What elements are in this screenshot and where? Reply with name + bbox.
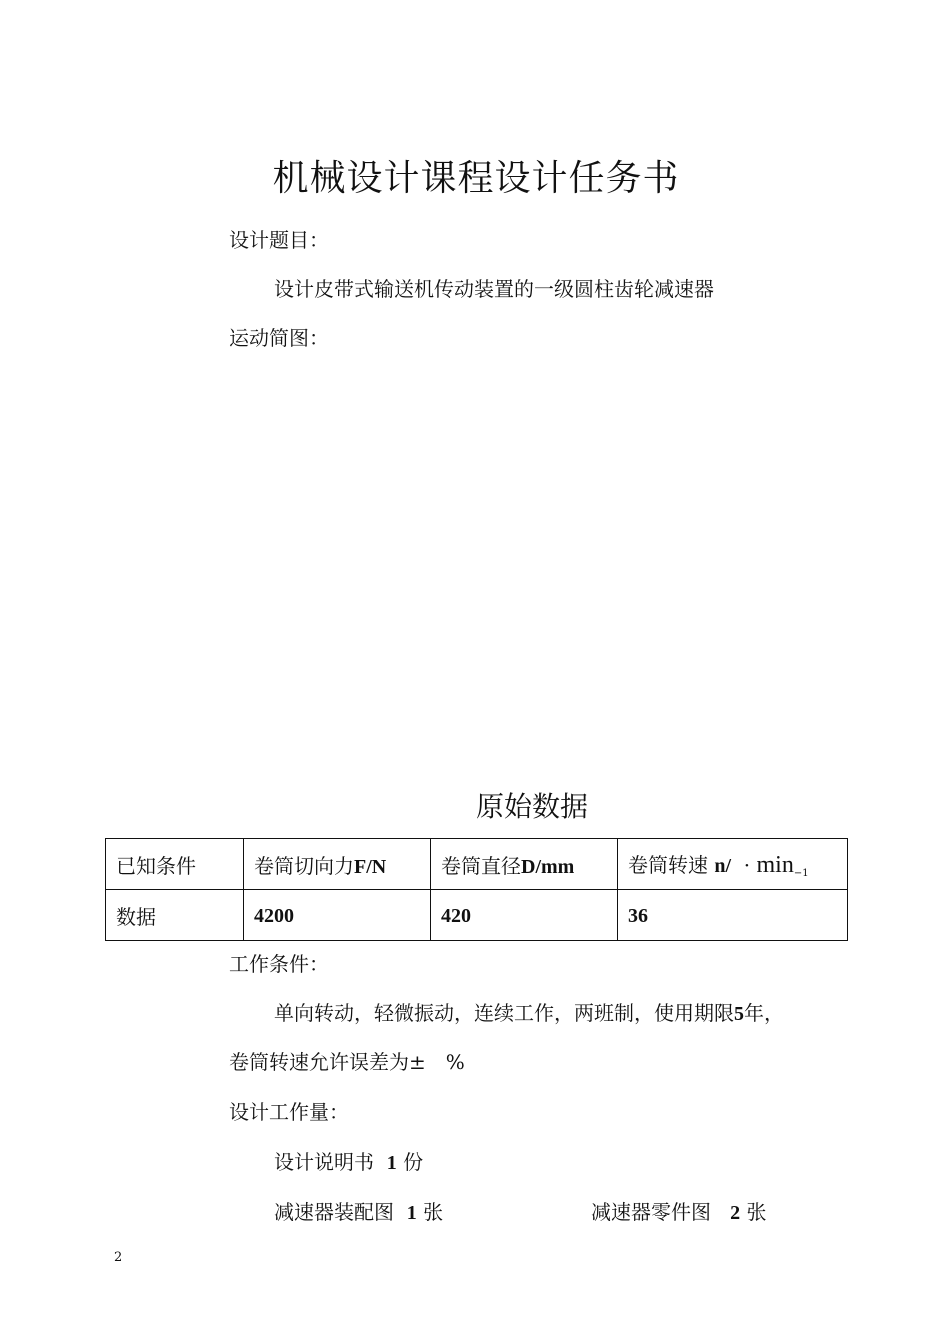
table-cell bbox=[618, 839, 848, 890]
item-unit: 张 bbox=[746, 1200, 767, 1224]
work-conditions-label: 工作条件： bbox=[229, 952, 329, 976]
header-force: 卷筒切向力 bbox=[254, 853, 354, 878]
item-text: 减速器零件图 bbox=[591, 1200, 711, 1224]
workload-item-manual bbox=[274, 1146, 423, 1175]
table-cell bbox=[106, 890, 244, 941]
item-text: 减速器装配图 bbox=[274, 1200, 394, 1224]
table-header-row bbox=[106, 839, 848, 890]
table-cell bbox=[431, 839, 618, 890]
table-cell bbox=[618, 890, 848, 941]
header-speed-exponent: −1 bbox=[793, 868, 809, 879]
raw-data-table bbox=[105, 838, 848, 941]
workload-item-assembly bbox=[274, 1196, 443, 1225]
item-count: 2 bbox=[730, 1202, 741, 1224]
raw-data-title: 原始数据 bbox=[476, 790, 589, 823]
header-speed-min: min bbox=[756, 852, 794, 878]
table-cell bbox=[244, 890, 431, 941]
workload-label: 设计工作量： bbox=[229, 1100, 349, 1124]
item-unit: 张 bbox=[423, 1200, 444, 1224]
item-count: 1 bbox=[406, 1202, 417, 1224]
header-force-unit: F/N bbox=[354, 855, 387, 878]
table-cell bbox=[431, 890, 618, 941]
item-text: 设计说明书 bbox=[274, 1150, 374, 1174]
value-force: 4200 bbox=[254, 904, 294, 927]
item-count: 1 bbox=[386, 1152, 397, 1174]
workload-item-parts bbox=[591, 1196, 766, 1225]
topic-label: 设计题目： bbox=[229, 228, 329, 252]
page-title: 机械设计课程设计任务书 bbox=[272, 158, 680, 199]
header-speed-unit: n/ bbox=[714, 855, 732, 877]
conditions-text: 单向转动，轻微振动，连续工作，两班制，使用期限 bbox=[274, 1001, 734, 1025]
table-cell bbox=[244, 839, 431, 890]
table-cell bbox=[106, 839, 244, 890]
header-known-conditions: 已知条件 bbox=[116, 853, 196, 878]
header-speed-dot: · bbox=[743, 853, 751, 877]
diagram-label: 运动简图： bbox=[229, 326, 329, 350]
header-diameter: 卷筒直径 bbox=[441, 853, 521, 878]
page-number: 2 bbox=[114, 1250, 123, 1265]
conditions-text-end: 年， bbox=[744, 1001, 784, 1025]
work-conditions-line2: 卷筒转速允许误差为± % bbox=[229, 1050, 465, 1074]
topic-content: 设计皮带式输送机传动装置的一级圆柱齿轮减速器 bbox=[274, 277, 714, 301]
value-speed: 36 bbox=[628, 904, 648, 927]
row-label: 数据 bbox=[116, 904, 156, 929]
service-life-years: 5 bbox=[734, 1003, 744, 1025]
item-unit: 份 bbox=[403, 1150, 424, 1174]
value-diameter: 420 bbox=[441, 904, 471, 927]
header-speed: 卷筒转速 bbox=[628, 853, 708, 877]
header-diameter-unit: D/mm bbox=[521, 855, 575, 878]
work-conditions-line1 bbox=[274, 997, 784, 1026]
table-row bbox=[106, 890, 848, 941]
